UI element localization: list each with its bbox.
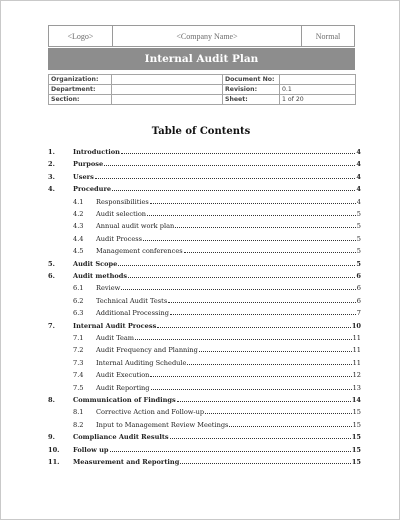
toc-entry-number: 3. [48, 172, 55, 181]
toc-entry-number: 4.4 [73, 234, 84, 243]
toc-entry-number: 6.3 [73, 309, 84, 318]
toc-dot-leader [147, 215, 356, 216]
toc-entry[interactable] [48, 295, 361, 305]
toc-entry-number: 5. [48, 259, 55, 268]
toc-dot-leader [150, 203, 356, 204]
toc-entry-page: 13 [352, 383, 361, 392]
toc-entry-title: Responsibilities [96, 197, 149, 206]
toc-entry-number: 4.2 [73, 210, 84, 218]
toc-entry-page: 5 [356, 259, 361, 268]
toc-entry-title: Internal Auditing Schedule [96, 358, 187, 367]
toc-entry-title: Follow up [73, 445, 109, 454]
toc-dot-leader [205, 413, 351, 414]
toc-title: Table of Contents [151, 126, 251, 137]
toc-entry-title: Audit selection [96, 210, 147, 218]
toc-entry[interactable] [48, 382, 361, 392]
toc-entry-page: 11 [352, 346, 361, 355]
toc-entry-page: 4 [356, 197, 361, 206]
toc-dot-leader [121, 153, 355, 154]
toc-entry-page: 5 [356, 247, 361, 256]
toc-dot-leader [157, 327, 351, 328]
toc-dot-leader [143, 240, 356, 241]
meta-label: Revision: [223, 85, 280, 95]
toc-dot-leader [135, 339, 352, 340]
toc-entry-title: Annual audit work plan [96, 222, 175, 231]
toc-dot-leader [170, 438, 351, 439]
toc-entry-number: 6. [48, 272, 55, 280]
toc-dot-leader [170, 314, 356, 315]
toc-entry[interactable] [48, 245, 361, 255]
document-meta-table [48, 74, 356, 105]
meta-value [112, 75, 223, 85]
toc-entry-page: 15 [352, 420, 361, 429]
toc-dot-leader [177, 401, 351, 402]
meta-row [49, 85, 356, 95]
toc-entry-title: Purpose [73, 160, 104, 169]
meta-value [112, 95, 223, 105]
meta-value: 0.1 [280, 85, 356, 95]
toc-entry-number: 4. [48, 185, 55, 194]
document-title: Internal Audit Plan [48, 48, 355, 70]
toc-entry-page: 4 [356, 160, 361, 169]
toc-dot-leader [104, 165, 355, 166]
toc-entry-number: 7.5 [73, 383, 84, 392]
toc-entry-page: 14 [351, 396, 361, 404]
status-label: Normal [315, 31, 341, 41]
toc-entry-title: Users [73, 172, 94, 181]
toc-entry-number: 10. [48, 445, 60, 454]
toc-entry-title: Audit Reporting [96, 383, 150, 392]
meta-label: Document No: [223, 75, 280, 85]
toc-entry-title: Technical Audit Tests [96, 296, 168, 305]
meta-label: Sheet: [223, 95, 280, 105]
toc-entry-number: 4.3 [73, 222, 84, 231]
toc-entry[interactable] [48, 307, 361, 317]
toc-entry[interactable] [48, 233, 361, 243]
toc-entry-title: Communication of Findings [73, 396, 176, 404]
toc-entry[interactable] [48, 270, 361, 280]
toc-entry-number: 6.2 [73, 296, 84, 305]
toc-entry[interactable] [48, 196, 361, 206]
toc-entry[interactable] [48, 394, 361, 404]
toc-entry[interactable] [48, 332, 361, 342]
toc-entry-number: 11. [48, 458, 60, 466]
toc-entry-title: Management conferences [96, 247, 183, 256]
toc-dot-leader [199, 351, 352, 352]
toc-entry-page: 15 [351, 445, 361, 454]
toc-entry-title: Input to Management Review Meetings [96, 420, 229, 429]
meta-value [112, 85, 223, 95]
meta-value [280, 75, 356, 85]
toc-entry-title: Measurement and Reporting [73, 458, 180, 466]
toc-entry-number: 9. [48, 433, 55, 442]
toc-entry-page: 5 [356, 234, 361, 243]
toc-entry[interactable] [48, 158, 361, 168]
toc-entry-title: Audit Team [96, 334, 135, 342]
toc-dot-leader [229, 426, 351, 427]
toc-entry-page: 15 [351, 458, 361, 466]
toc-entry-number: 4.5 [73, 247, 84, 256]
toc-entry-page: 5 [356, 210, 361, 218]
toc-entry[interactable] [48, 258, 361, 268]
toc-entry-page: 7 [356, 309, 361, 318]
meta-row [49, 95, 356, 105]
toc-entry-title: Compliance Audit Results [73, 433, 169, 442]
meta-value: 1 of 20 [280, 95, 356, 105]
toc-entry-title: Audit Execution [96, 371, 150, 380]
toc-entry[interactable] [48, 146, 361, 156]
toc-dot-leader [110, 451, 351, 452]
toc-entry-page: 5 [356, 222, 361, 231]
toc-entry[interactable] [48, 369, 361, 379]
toc-entry[interactable] [48, 431, 361, 441]
toc-entry-title: Audit methods [73, 272, 128, 280]
toc-entry-number: 7. [48, 321, 55, 330]
toc-entry-number: 4.1 [73, 197, 84, 206]
toc-dot-leader [151, 389, 352, 390]
toc-entry[interactable] [48, 282, 361, 292]
toc-dot-leader [118, 265, 355, 266]
toc-entry-number: 6.1 [73, 284, 84, 293]
toc-entry-page: 15 [352, 408, 361, 417]
meta-label: Department: [49, 85, 112, 95]
toc-dot-leader [175, 227, 356, 228]
toc-entry-number: 8.1 [73, 408, 84, 417]
meta-label: Organization: [49, 75, 112, 85]
toc-entry-number: 8. [48, 396, 55, 404]
toc-entry[interactable] [48, 419, 361, 429]
logo-placeholder: <Logo> [49, 26, 113, 46]
toc-entry-title: Additional Processing [96, 309, 169, 318]
toc-dot-leader [95, 178, 356, 179]
toc-entry-page: 4 [356, 185, 361, 194]
toc-entry-title: Procedure [73, 185, 112, 194]
toc-entry-page: 15 [351, 433, 361, 442]
toc-entry[interactable] [48, 406, 361, 416]
toc-dot-leader [121, 289, 356, 290]
meta-label: Section: [49, 95, 112, 105]
toc-entry-title: Corrective Action and Follow-up [96, 408, 205, 417]
toc-entry[interactable] [48, 456, 361, 466]
toc-entry-page: 10 [351, 321, 361, 330]
toc-entry[interactable] [48, 344, 361, 354]
toc-entry-page: 6 [356, 296, 361, 305]
toc-entry[interactable] [48, 208, 361, 218]
toc-entry-number: 7.2 [73, 346, 84, 355]
toc-entry[interactable] [48, 320, 361, 330]
toc-entry-page: 11 [352, 358, 361, 367]
header-top-row [48, 25, 355, 47]
toc-dot-leader [168, 302, 356, 303]
toc-dot-leader [187, 364, 351, 365]
toc-entry[interactable] [48, 444, 361, 454]
toc-entry[interactable] [48, 171, 361, 181]
toc-entry[interactable] [48, 357, 361, 367]
company-name: <Company Name> [113, 26, 302, 46]
toc-dot-leader [112, 190, 355, 191]
toc-entry-page: 4 [356, 172, 361, 181]
toc-entry-title: Review [96, 284, 121, 293]
document-header [48, 25, 355, 70]
toc-entry-title: Introduction [73, 148, 120, 156]
toc-entry[interactable] [48, 220, 361, 230]
toc-entry-number: 7.1 [73, 334, 84, 342]
toc-entry-page: 4 [356, 148, 361, 156]
toc-entry-page: 12 [352, 371, 361, 380]
toc-entry-title: Audit Scope [73, 259, 118, 268]
toc-entry-number: 1. [48, 148, 55, 156]
toc-entry-title: Audit Process [96, 234, 143, 243]
toc-entry-page: 6 [356, 272, 361, 280]
toc-dot-leader [150, 376, 351, 377]
meta-row [49, 75, 356, 85]
toc-entry-number: 7.4 [73, 371, 84, 380]
toc-entry-title: Internal Audit Process [73, 321, 157, 330]
toc-entry-number: 7.3 [73, 358, 84, 367]
toc-entry-title: Audit Frequency and Planning [96, 346, 198, 355]
toc-entry-page: 6 [356, 284, 361, 293]
toc-dot-leader [180, 463, 350, 464]
toc-dot-leader [184, 252, 356, 253]
toc-entry-number: 2. [48, 160, 55, 169]
toc-dot-leader [128, 277, 355, 278]
toc-entry-number: 8.2 [73, 420, 84, 429]
toc-entry-page: 11 [352, 334, 361, 342]
toc-entry[interactable] [48, 183, 361, 193]
